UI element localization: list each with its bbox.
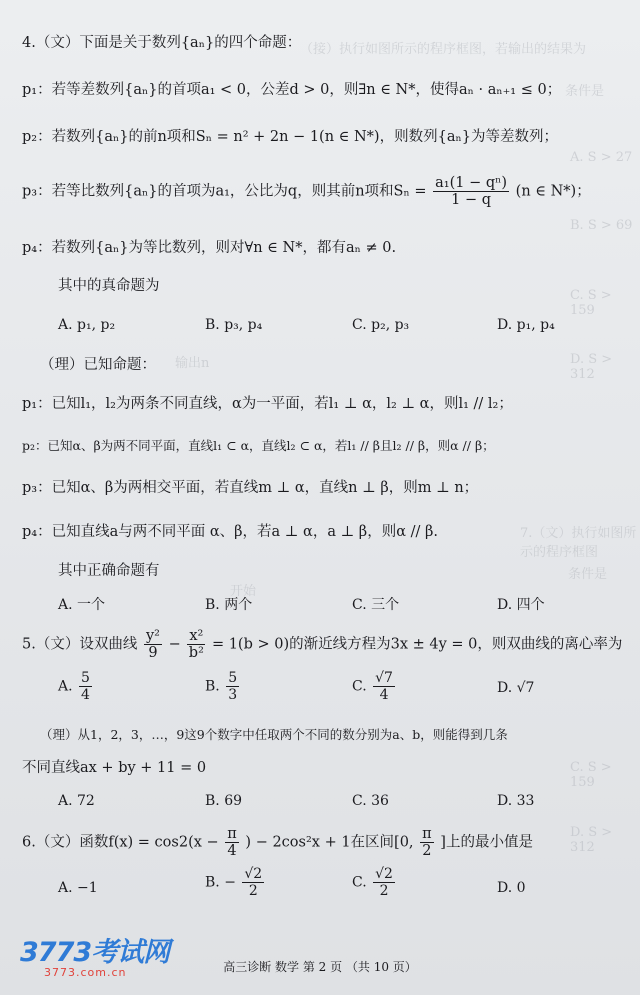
fraction-numerator: √2 [244, 866, 263, 882]
q5l-option-c: C. 36 [352, 793, 389, 809]
bleed-text: 条件是 [568, 567, 608, 582]
q6-prefix: 6.（文）函数f(x) = cos2(x − [22, 834, 219, 851]
fraction-denominator: 4 [227, 843, 237, 859]
q4-heading: 4.（文）下面是关于数列{aₙ}的四个命题： [22, 35, 302, 51]
q5-option-a [58, 670, 94, 703]
q4l-option-c: C. 三个 [352, 597, 400, 613]
fraction-numerator: √2 [375, 866, 393, 882]
q4-option-c: C. p₂, p₃ [352, 317, 410, 333]
fraction-denominator: 3 [228, 687, 238, 703]
q5-stem [22, 628, 622, 661]
q5-option-b [205, 670, 241, 703]
q4-proposition-p1: p₁：若等差数列{aₙ}的首项a₁ < 0，公差d > 0，则∃n ∈ N*，使得aₙ · aₙ₊₁ ≤ 0； [22, 82, 562, 98]
q4-proposition-p3 [22, 175, 591, 208]
q6-stem [22, 826, 533, 859]
bleed-text: （接）执行如图所示的程序框图，若输出的结果为 [300, 42, 587, 57]
q5-a-fraction [79, 670, 92, 703]
q4l-option-d: D. 四个 [497, 597, 545, 613]
bleed-text: 输出n [175, 356, 210, 371]
option-label: C. [352, 874, 367, 891]
q6-option-d: D. 0 [497, 880, 526, 896]
q4-option-a: A. p₁, p₂ [58, 317, 116, 333]
q6-middle: ) − 2cos²x + 1在区间[0, [245, 834, 414, 851]
fraction-denominator: 9 [148, 645, 158, 661]
fraction-denominator: 4 [379, 687, 389, 703]
q4l-option-a: A. 一个 [58, 597, 106, 613]
q4l-proposition-p1: p₁：已知l₁，l₂为两条不同直线，α为一平面，若l₁ ⊥ α，l₂ ⊥ α，则l₁ // l₂； [22, 396, 513, 412]
option-label: B. [205, 678, 220, 695]
fraction-denominator: b² [188, 645, 204, 661]
fraction-numerator: a₁(1 − qⁿ) [435, 175, 508, 191]
minus-sign: − [168, 636, 181, 653]
fraction-numerator: π [422, 826, 432, 842]
fraction-numerator: x² [189, 628, 204, 644]
q5-option-c [352, 670, 397, 703]
fraction-numerator: 5 [81, 670, 90, 686]
q5l-stem-line2: 不同直线ax + by + 11 = 0 [22, 760, 207, 776]
q6-option-b [205, 866, 266, 899]
q6-option-a: A. −1 [58, 880, 98, 896]
bleed-text: A. S > 27 [570, 150, 633, 165]
q5-fraction-y [144, 628, 162, 661]
option-label: B. − [205, 874, 236, 891]
q6-b-fraction [242, 866, 264, 899]
q6-pi-over-2 [420, 826, 434, 859]
fraction-denominator: 2 [422, 843, 432, 859]
q4l-option-b: B. 两个 [205, 597, 253, 613]
q4l-heading: （理）已知命题： [40, 357, 156, 373]
fraction-denominator: 2 [379, 883, 389, 899]
q4-prompt: 其中的真命题为 [58, 278, 160, 294]
q6-c-fraction [373, 866, 395, 899]
page-footer: 高三诊断 数学 第 2 页 （共 10 页） [223, 960, 417, 974]
bleed-text: C. S > 159 [570, 288, 612, 318]
option-label: A. [58, 678, 73, 695]
q4-proposition-p2: p₂：若数列{aₙ}的前n项和Sₙ = n² + 2n − 1(n ∈ N*)，则数列{aₙ}为等差数列； [22, 129, 558, 145]
fraction-numerator: y² [145, 628, 160, 644]
q4l-proposition-p4: p₄：已知直线a与两不同平面 α、β，若a ⊥ α，a ⊥ β，则α // β. [22, 524, 438, 540]
fraction-denominator: 2 [248, 883, 258, 899]
q4-option-d: D. p₁, p₄ [497, 317, 555, 333]
q5l-option-d: D. 33 [497, 793, 535, 809]
q5l-option-b: B. 69 [205, 793, 243, 809]
q5l-stem-line1: （理）从1，2，3，…，9这9个数字中任取两个不同的数分别为a、b，则能得到几条 [40, 727, 508, 742]
fraction-denominator: 4 [81, 687, 90, 703]
q6-option-c [352, 866, 397, 899]
fraction-numerator: √7 [375, 670, 393, 686]
q4-option-b: B. p₃, p₄ [205, 317, 263, 333]
q5-suffix: = 1(b > 0)的渐近线方程为3x ± 4y = 0，则双曲线的离心率为 [211, 636, 623, 653]
q6-pi-over-4 [225, 826, 239, 859]
bleed-text: 条件是 [565, 84, 605, 99]
bleed-text: 7.（文）执行如图所示的程序框图 [520, 526, 637, 560]
bleed-text: 开始 [230, 584, 257, 599]
q5-b-fraction [226, 670, 239, 703]
q5-c-fraction [373, 670, 395, 703]
q4-p3-prefix: p₃：若等比数列{aₙ}的首项为a₁，公比为q，则其前n项和Sₙ = [22, 183, 427, 200]
q4-proposition-p4: p₄：若数列{aₙ}为等比数列，则对∀n ∈ N*，都有aₙ ≠ 0. [22, 240, 397, 256]
logo-text: 3773考试网 [20, 937, 170, 968]
q4-p3-suffix: (n ∈ N*)； [515, 183, 591, 200]
logo-url: 3773.com.cn [44, 966, 127, 979]
q6-suffix: ]上的最小值是 [440, 834, 533, 851]
fraction-numerator: π [227, 826, 237, 842]
q5-fraction-x [187, 628, 205, 661]
q5-option-d: D. √7 [497, 680, 535, 696]
option-label: C. [352, 678, 367, 695]
fraction-denominator: 1 − q [451, 192, 492, 208]
bleed-text: D. S > 312 [570, 352, 613, 382]
q5-prefix: 5.（文）设双曲线 [22, 636, 138, 653]
q5l-option-a: A. 72 [58, 793, 95, 809]
q4l-proposition-p3: p₃：已知α、β为两相交平面，若直线m ⊥ α，直线n ⊥ β，则m ⊥ n； [22, 480, 479, 496]
q4l-prompt: 其中正确命题有 [58, 563, 160, 579]
q4l-proposition-p2: p₂：已知α、β为两不同平面，直线l₁ ⊂ α，直线l₂ ⊂ α，若l₁ // β且l₂ // β，则α // β； [22, 438, 495, 453]
bleed-text: B. S > 69 [570, 218, 633, 233]
bleed-text: D. S > 312 [570, 825, 613, 855]
q4-p3-sum-fraction [433, 175, 509, 208]
bleed-text: C. S > 159 [570, 760, 612, 790]
fraction-numerator: 5 [228, 670, 238, 686]
